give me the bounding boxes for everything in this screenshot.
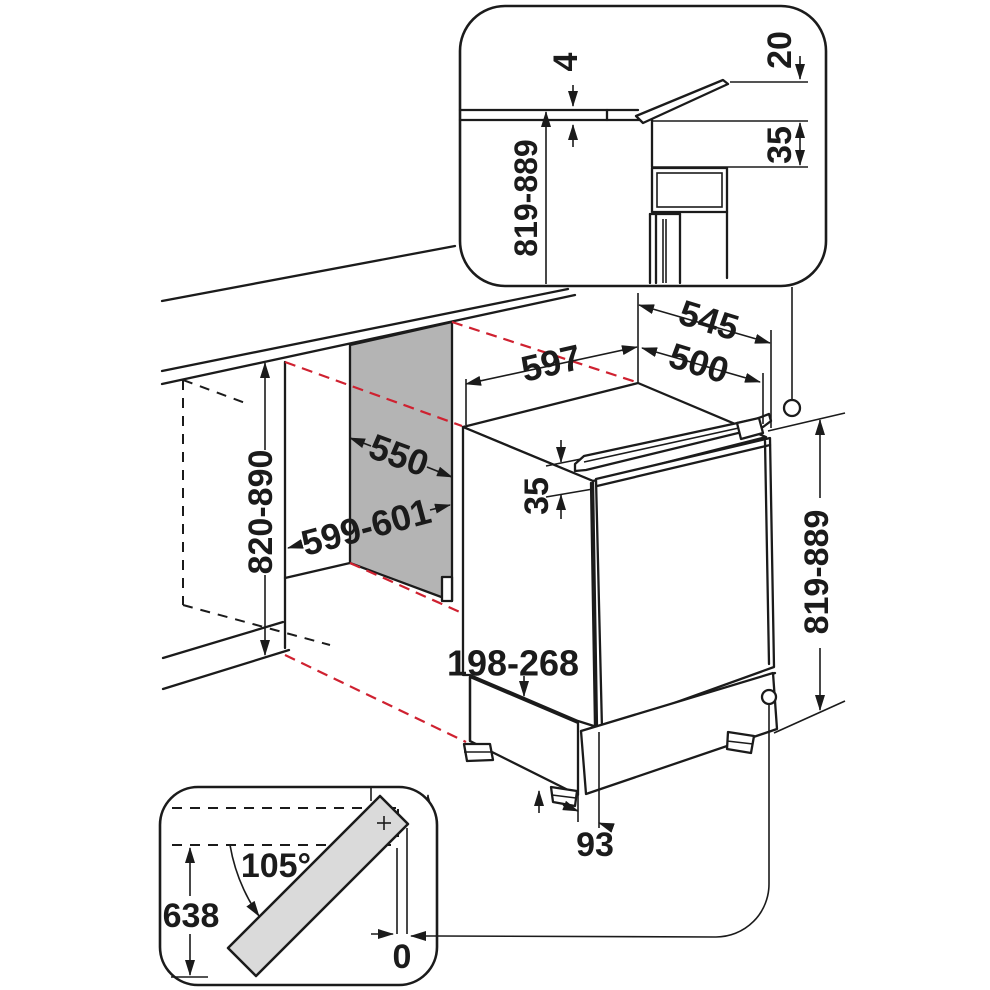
dim-appliance-width: 597 <box>517 336 585 390</box>
dim-base-offset: 93 <box>576 826 614 864</box>
dim-door-opening-angle: 105° <box>240 847 312 885</box>
dim-plinth-height: 198-268 <box>446 642 580 684</box>
detail-marker-top <box>784 400 800 416</box>
dim-flap-thickness: 4 <box>547 52 585 72</box>
dim-appliance-height: 819-889 <box>798 509 836 635</box>
dim-door-swing-clearance: 638 <box>162 897 220 935</box>
dim-flap-protrusion: 20 <box>761 31 799 69</box>
dim-niche-depth: 550 <box>363 425 435 485</box>
dim-zero-side-clearance: 0 <box>392 938 412 976</box>
dim-body-depth: 500 <box>664 334 734 392</box>
niche-panel-notch <box>442 577 452 601</box>
dim-worktop-clearance: 35 <box>761 126 799 164</box>
dim-top-grille-height: 35 <box>518 477 556 515</box>
dim-depth-with-door: 545 <box>674 291 744 349</box>
dim-niche-width: 599-601 <box>296 490 436 564</box>
grille-box <box>652 168 727 212</box>
appliance <box>463 383 777 806</box>
door-detail-inset <box>160 787 437 985</box>
detail-marker-door <box>762 690 776 704</box>
dim-niche-height: 820-890 <box>242 449 280 575</box>
dim-installation-height: 819-889 <box>508 139 544 257</box>
top-detail-inset <box>460 6 826 286</box>
